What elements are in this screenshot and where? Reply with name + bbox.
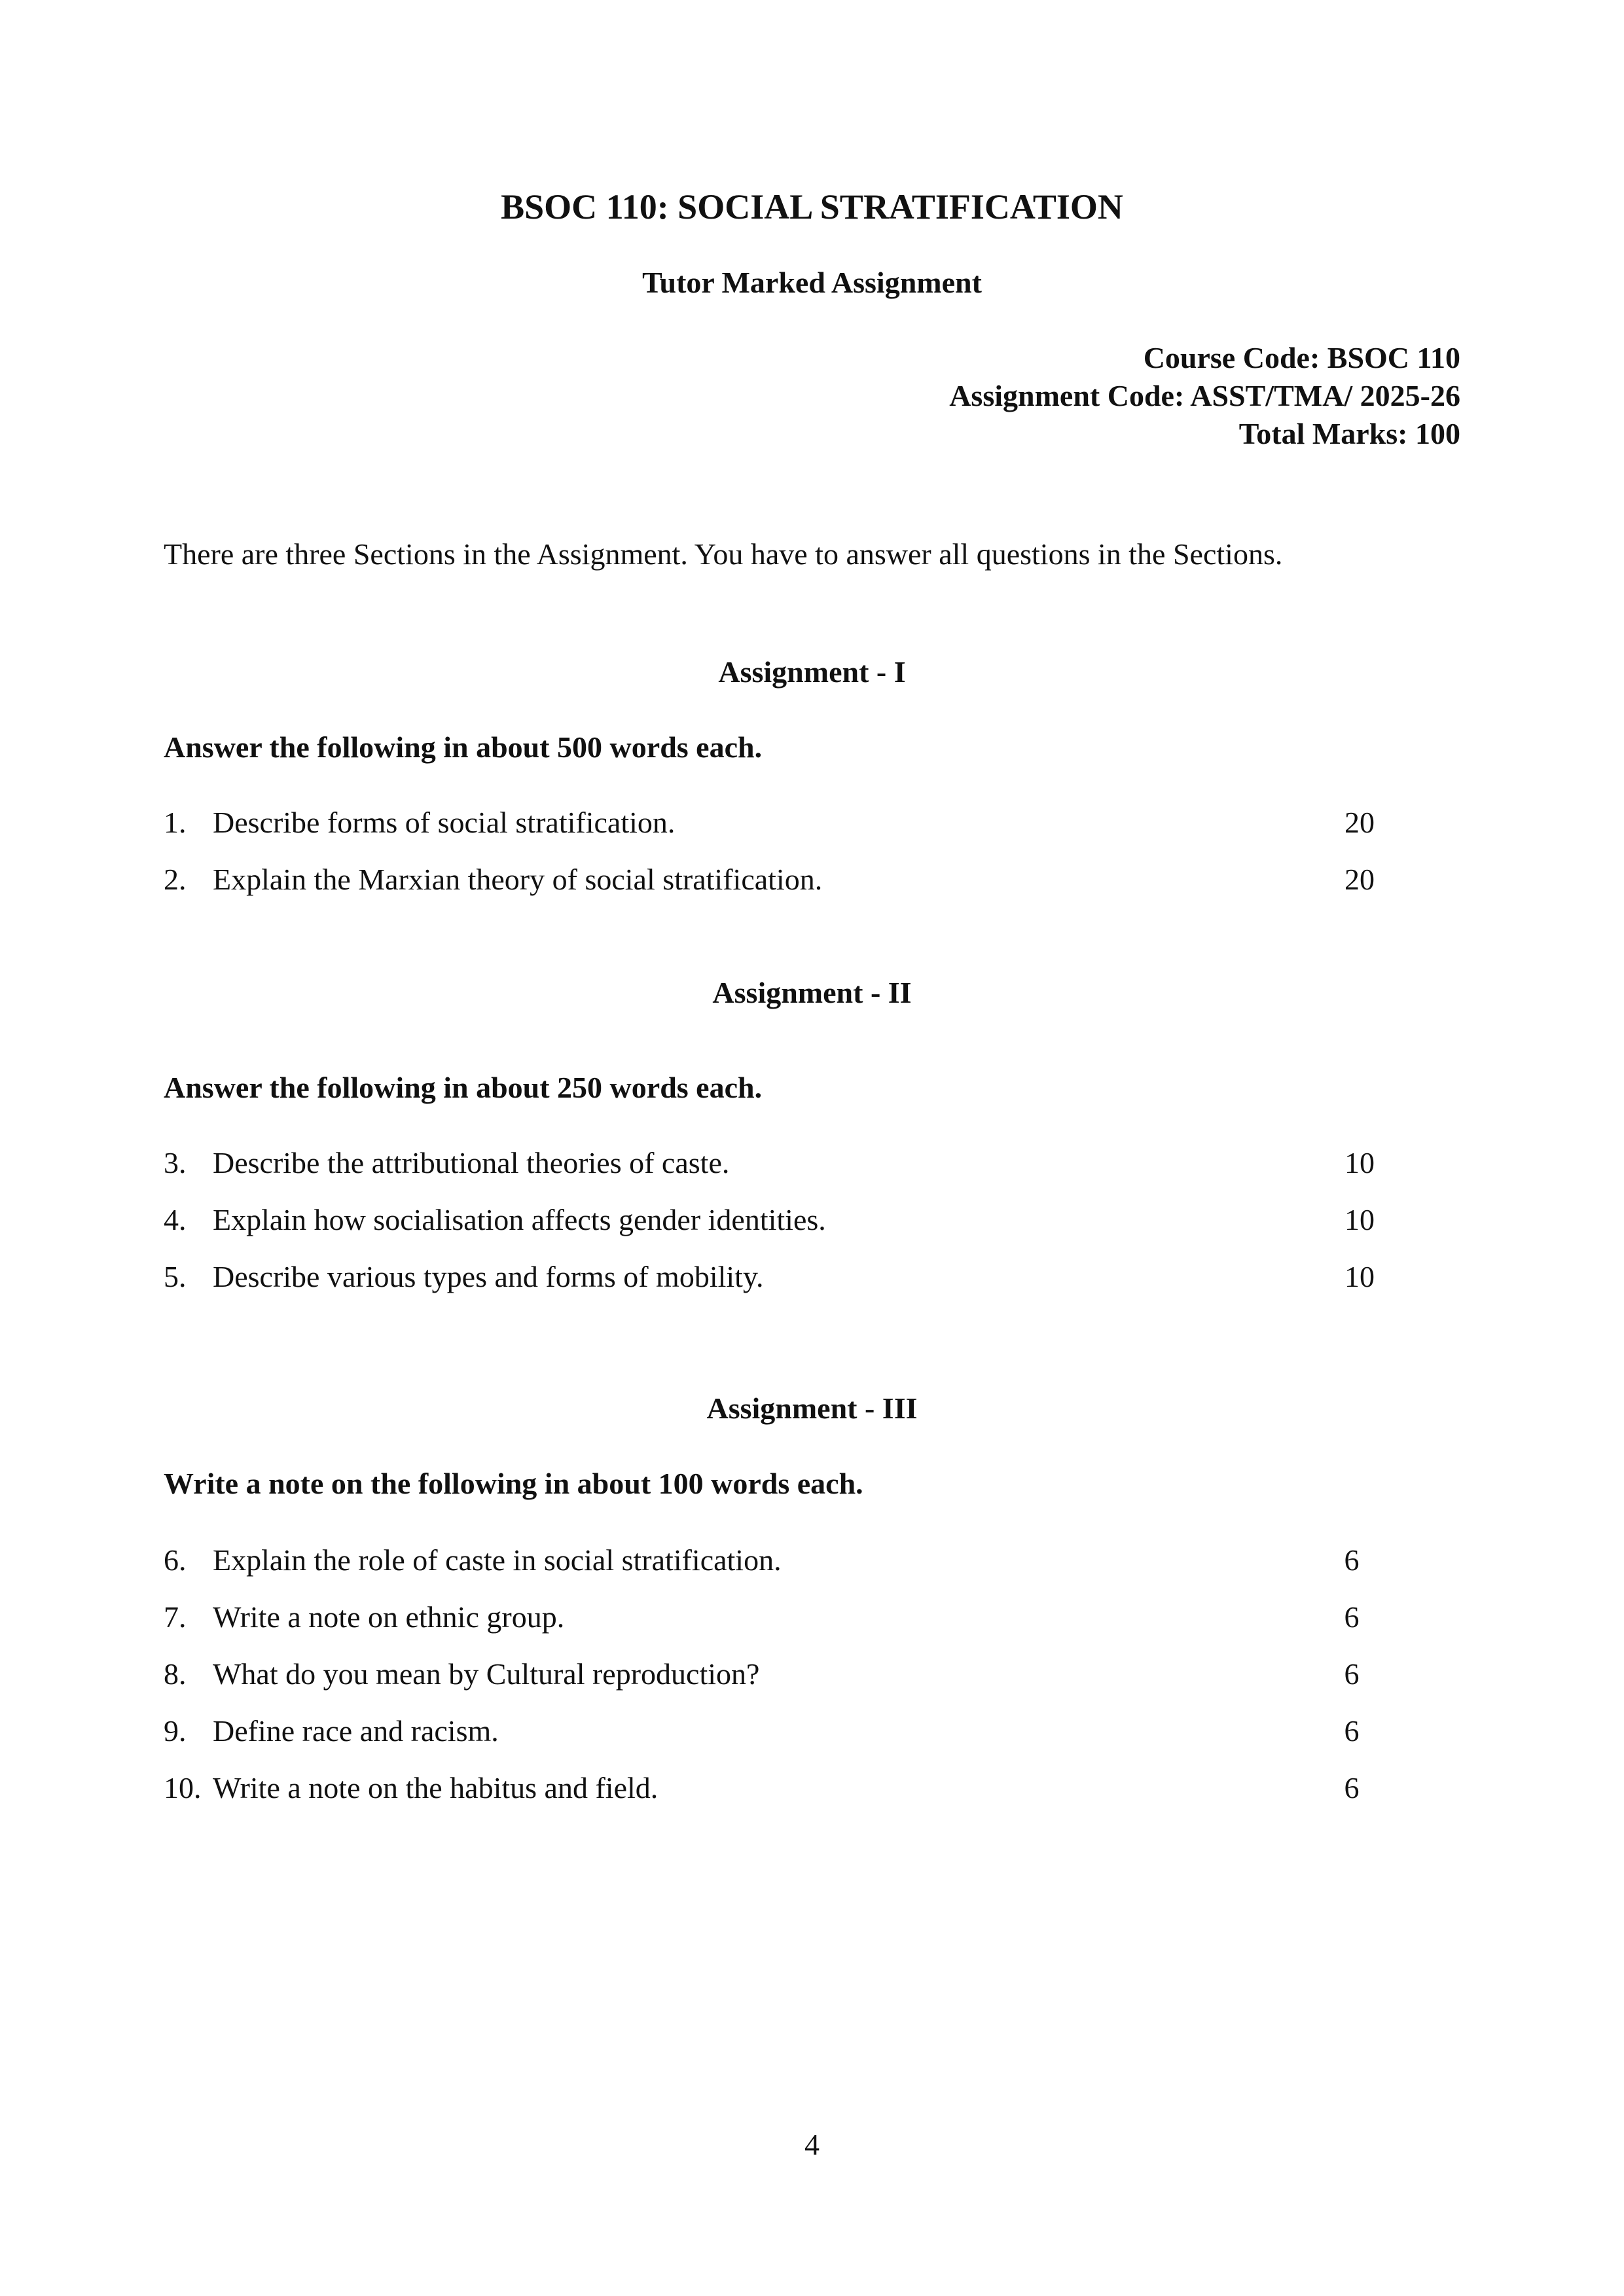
- question-number: 1.: [164, 806, 187, 839]
- question-text: Define race and racism.: [213, 1714, 499, 1748]
- section-heading: Assignment - III: [706, 1391, 918, 1425]
- question-text: Explain the role of caste in social stratification.: [213, 1543, 782, 1577]
- course-code: Course Code: BSOC 110: [1143, 341, 1460, 374]
- question-text: Write a note on the habitus and field.: [213, 1771, 659, 1804]
- section-heading: Assignment - I: [718, 655, 906, 689]
- question-marks: 6: [1344, 1600, 1360, 1634]
- section-heading: Assignment - II: [712, 976, 912, 1009]
- assignment-codes-block: [949, 339, 1460, 453]
- page-number: 4: [804, 2128, 820, 2161]
- question-text: Explain the Marxian theory of social stratification.: [213, 863, 823, 896]
- question-number: 10.: [164, 1771, 202, 1804]
- question-number: 5.: [164, 1260, 187, 1293]
- question-number: 6.: [164, 1543, 187, 1577]
- question-marks: 6: [1344, 1714, 1360, 1748]
- question-number: 8.: [164, 1657, 187, 1691]
- question-marks: 10: [1344, 1203, 1375, 1236]
- question-marks: 20: [1344, 863, 1375, 896]
- page-title: BSOC 110: SOCIAL STRATIFICATION: [501, 187, 1123, 226]
- question-marks: 10: [1344, 1146, 1375, 1179]
- question-number: 7.: [164, 1600, 187, 1634]
- assignment-code: Assignment Code: ASST/TMA/ 2025-26: [949, 379, 1460, 412]
- question-marks: 20: [1344, 806, 1375, 839]
- question-text: Describe various types and forms of mobility.: [213, 1260, 764, 1293]
- section-instruction: Write a note on the following in about 100 words each.: [164, 1467, 863, 1500]
- question-text: Describe forms of social stratification.: [213, 806, 676, 839]
- intro-text: There are three Sections in the Assignment. You have to answer all questions in the Sections.: [164, 537, 1283, 571]
- page-subtitle: Tutor Marked Assignment: [642, 266, 982, 299]
- question-number: 4.: [164, 1203, 187, 1236]
- question-number: 9.: [164, 1714, 187, 1748]
- question-marks: 6: [1344, 1771, 1360, 1804]
- question-marks: 6: [1344, 1543, 1360, 1577]
- question-text: What do you mean by Cultural reproduction?: [213, 1657, 760, 1691]
- question-marks: 6: [1344, 1657, 1360, 1691]
- question-number: 3.: [164, 1146, 187, 1179]
- section-instruction: Answer the following in about 250 words each.: [164, 1071, 763, 1104]
- question-text: Explain how socialisation affects gender identities.: [213, 1203, 826, 1236]
- section-instruction: Answer the following in about 500 words each.: [164, 730, 763, 764]
- question-marks: 10: [1344, 1260, 1375, 1293]
- question-text: Write a note on ethnic group.: [213, 1600, 565, 1634]
- total-marks: Total Marks: 100: [1238, 417, 1460, 450]
- question-text: Describe the attributional theories of caste.: [213, 1146, 730, 1179]
- question-number: 2.: [164, 863, 187, 896]
